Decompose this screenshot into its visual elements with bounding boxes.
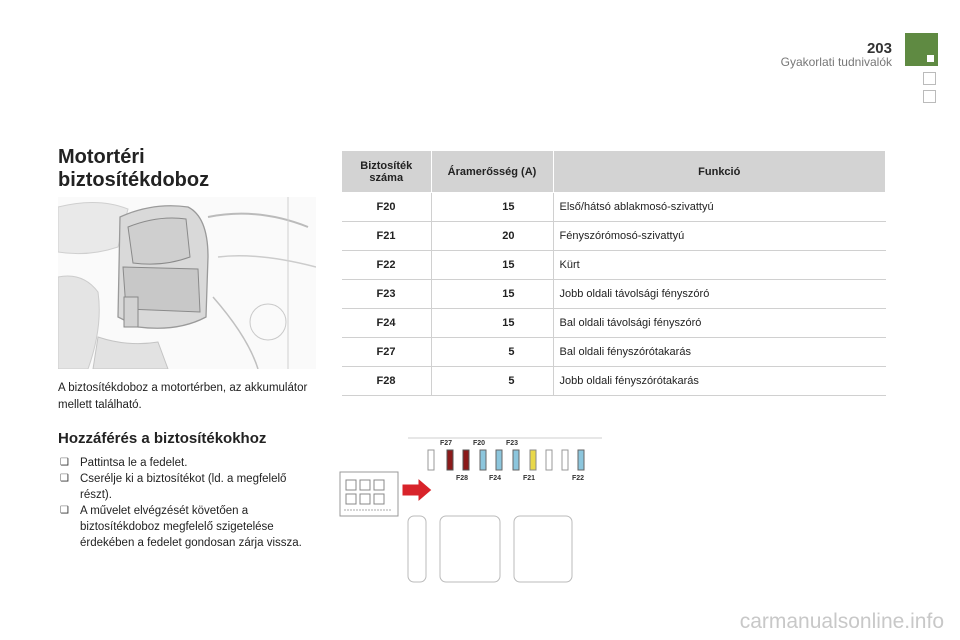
fuse-table <box>341 150 886 396</box>
table-row: F22 15 Kürt <box>342 251 886 280</box>
section-tab-active[interactable] <box>905 33 938 66</box>
fuse-label-f27: F27 <box>440 440 453 447</box>
section-tab[interactable] <box>923 72 936 85</box>
page-title: Motortéri biztosítékdoboz <box>58 146 210 191</box>
fuse-box-diagram <box>330 430 605 585</box>
table-row: F27 5 Bal oldali fényszórótakarás <box>342 338 886 367</box>
engine-bay-photo <box>58 197 316 369</box>
fuse-label-f21: F21 <box>523 475 536 482</box>
access-heading: Hozzáférés a biztosítékokhoz <box>58 430 267 447</box>
fuse-label-f24: F24 <box>489 475 502 482</box>
fuse-label-f28: F28 <box>456 475 469 482</box>
table-row: F23 15 Jobb oldali távolsági fényszóró <box>342 280 886 309</box>
column-header-function: Funkció <box>553 151 886 193</box>
table-row: F21 20 Fényszórómosó-szivattyú <box>342 222 886 251</box>
list-item: ❑ Pattintsa le a fedelet. <box>60 457 188 469</box>
photo-caption: A biztosítékdoboz a motortérben, az akkumulátor mellett található. <box>58 382 308 411</box>
page-number: 203 <box>866 40 892 57</box>
access-steps <box>58 455 313 551</box>
fuse-label-f20: F20 <box>473 440 486 447</box>
bullet-icon: ❑ <box>60 505 69 516</box>
fuse-label-f22: F22 <box>572 475 585 482</box>
table-row: F24 15 Bal oldali távolsági fényszóró <box>342 309 886 338</box>
bullet-icon: ❑ <box>60 457 69 468</box>
list-item: ❑ A művelet elvégzését követően a biztosítékdoboz megfelelő szigetelése érdekében a fedelet gondosan zárja vissza. <box>60 505 302 549</box>
table-row: F28 5 Jobb oldali fényszórótakarás <box>342 367 886 396</box>
fuse-label-f23: F23 <box>506 440 519 447</box>
section-title: Gyakorlati tudnivalók <box>780 55 892 69</box>
watermark: carmanualsonline.info <box>739 610 944 633</box>
table-row: F20 15 Első/hátsó ablakmosó-szivattyú <box>342 193 886 222</box>
section-tab[interactable] <box>923 90 936 103</box>
column-header-fuse-number: Biztosíték száma <box>342 151 432 193</box>
tab-marker-icon <box>927 55 934 62</box>
column-header-amperage: Áramerősség (A) <box>431 151 553 193</box>
bullet-icon: ❑ <box>60 473 69 484</box>
list-item: ❑ Cserélje ki a biztosítékot (ld. a megfelelő részt). <box>60 473 287 501</box>
arrow-icon <box>402 478 432 502</box>
